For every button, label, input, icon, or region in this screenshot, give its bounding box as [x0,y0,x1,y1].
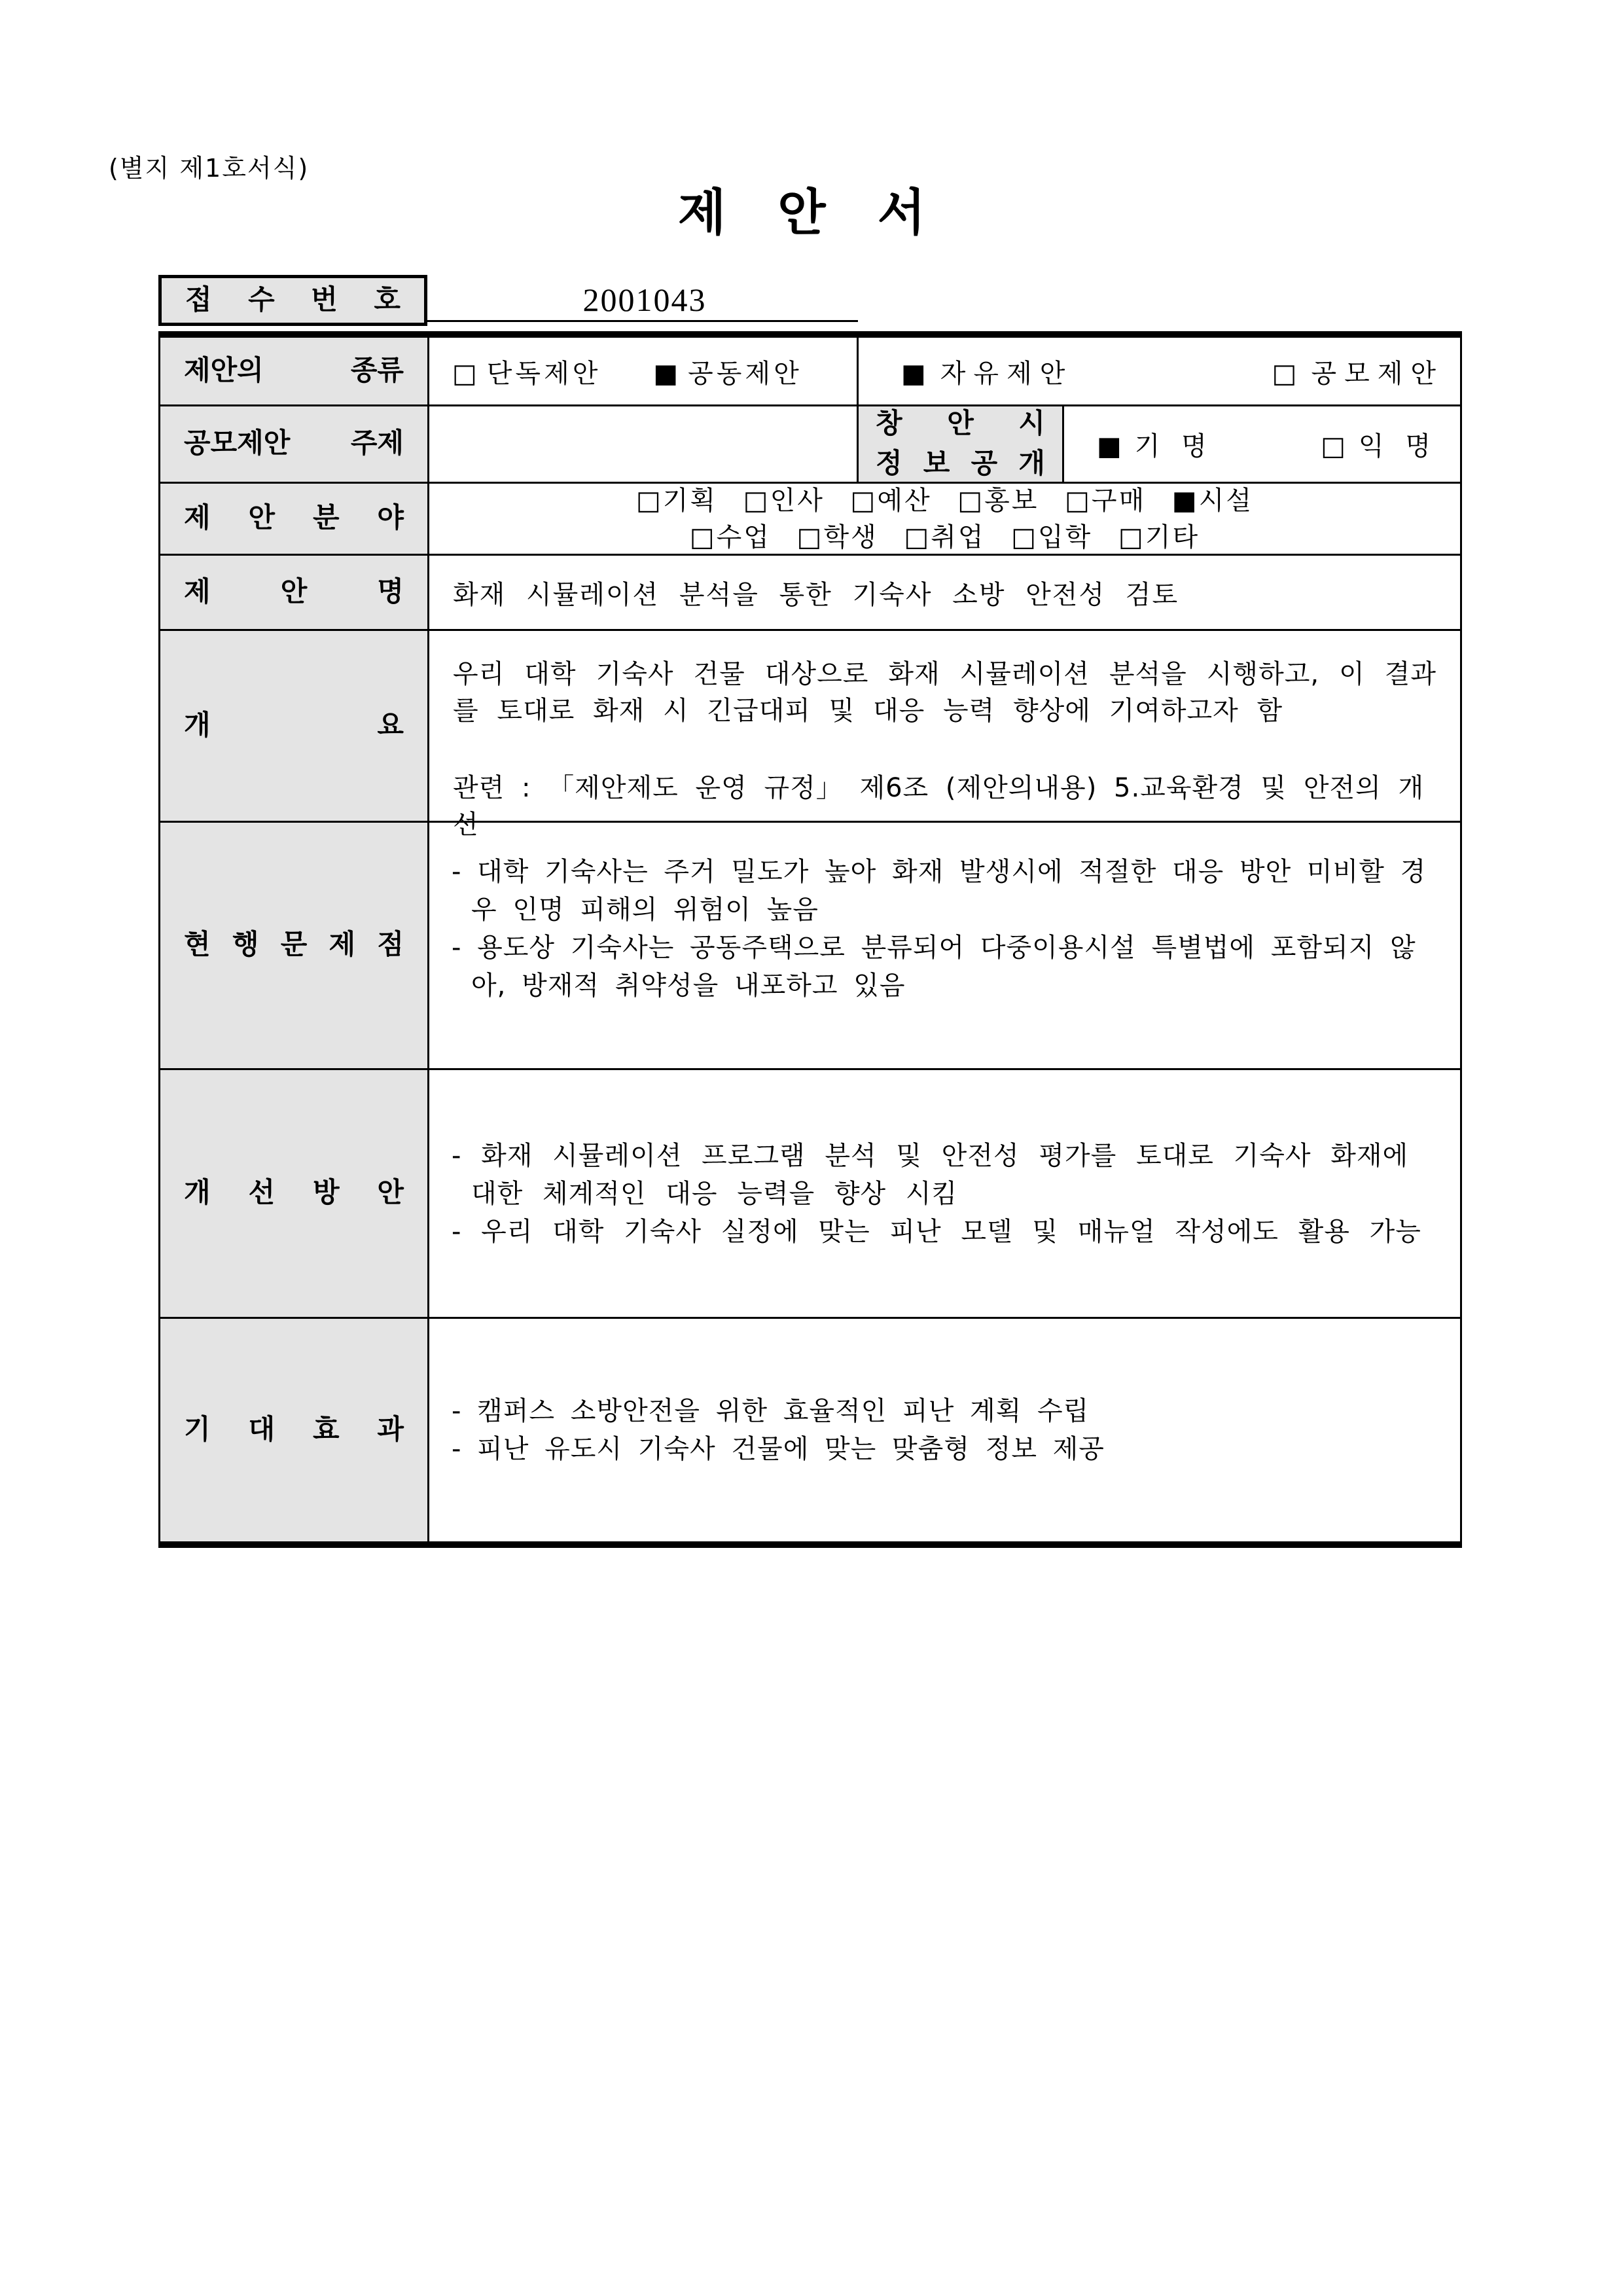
expected-effects-header-cell [160,1319,429,1541]
checkbox-option-anonymous [1321,425,1437,463]
checkbox-option-label: 공모제안 [1311,358,1444,389]
improvement-plan-label: 개 선 방 안 [184,1178,404,1209]
proposal-field-row [160,482,1460,554]
checkbox-option-label: 자유제안 [940,358,1073,389]
proposal-field-options-cell [429,484,1460,554]
contest-subject-value [429,406,859,482]
contest-subject-header-cell [160,406,429,482]
proposal-name-label: 제 안 명 [184,577,404,607]
improvement-plan-content-cell [429,1070,1460,1317]
effect-item: - 캠퍼스 소방안전을 위한 효율적인 피난 계획 수립 [452,1396,1090,1426]
proposal-type-row [160,338,1460,404]
checkbox-unchecked-icon: □ [1272,358,1305,389]
current-problems-row [160,821,1460,1068]
checkbox-checked-icon: ■ [901,358,934,389]
summary-reference: 관련 : 「제안제도 운영 규정」 제6조 (제안의내용) 5.교육환경 및 안전의 개선 [453,773,1425,840]
receipt-number-label: 접 수 번 호 [185,285,401,315]
checkbox-option-named [1097,425,1213,463]
effect-item: - 피난 유도시 기숙사 건물에 맞는 맞춤형 정보 제공 [452,1434,1105,1464]
proposal-field-header-cell [160,484,429,554]
current-problems-label: 현 행 문 제 점 [184,930,404,961]
expected-effects-row [160,1317,1460,1541]
contest-subject-row [160,404,1460,482]
expected-effects-content-cell [429,1319,1460,1541]
disclosure-options-cell [1064,406,1460,482]
checkbox-checked-icon: ■ [1097,431,1128,461]
improvement-item: - 화재 시뮬레이션 프로그램 분석 및 안전성 평가를 토대로 기숙사 화재에 대한 체계적인 대응 능력을 향상 시킴 [452,1140,1409,1209]
summary-row [160,629,1460,840]
proposal-field-label: 제 안 분 야 [184,503,404,534]
proposal-type-group1-cell [429,338,859,404]
proposal-name-header-cell [160,556,429,629]
checkbox-checked-icon: ■ [653,358,682,389]
receipt-number-label-box [158,275,427,326]
page-title: 제 안 서 [677,186,946,241]
proposal-type-group2-cell [859,338,1460,404]
checkbox-option-label: 단독제안 [486,358,601,389]
checkbox-option-solo [452,353,601,390]
checkbox-option-label: 공동제안 [688,358,802,389]
problem-item: - 용도상 기숙사는 공동주택으로 분류되어 다중이용시설 특별법에 포함되지 않아, 방재적 취약성을 내포하고 있음 [452,933,1416,1001]
problem-item: - 대학 기숙사는 주거 밀도가 높아 화재 발생시에 적절한 대응 방안 미비할 경우 인명 피해의 위험이 높음 [452,857,1427,925]
checkbox-option-free [901,353,1073,390]
receipt-number-value: 2001043 [582,281,707,318]
field-options-line2: □수업 □학생 □취업 □입학 □기타 [689,522,1200,552]
checkbox-unchecked-icon: □ [1321,431,1352,461]
summary-content-cell [429,631,1460,840]
disclosure-label-line2: 정 보 공 개 [876,448,1045,479]
checkbox-option-joint [653,353,802,390]
checkbox-option-label: 익 명 [1359,431,1437,461]
receipt-underline [427,320,858,322]
summary-header-cell [160,631,429,821]
disclosure-label-line1: 창 안 시 [876,408,1045,439]
disclosure-header-cell [859,406,1064,482]
checkbox-option-label: 기 명 [1134,431,1213,461]
summary-paragraph: 우리 대학 기숙사 건물 대상으로 화재 시뮬레이션 분석을 시행하고, 이 결과를 토대로 화재 시 긴급대피 및 대응 능력 향상에 기여하고자 함 [453,659,1436,726]
current-problems-header-cell [160,823,429,1068]
checkbox-option-contest [1272,353,1444,390]
proposal-form-table [158,331,1462,1548]
current-problems-content-cell [429,823,1460,1068]
checkbox-unchecked-icon: □ [452,358,480,389]
contest-subject-label: 공모제안 주제 [184,429,404,459]
improvement-plan-header-cell [160,1070,429,1317]
summary-label: 개 요 [184,710,404,741]
form-note: (별지 제1호서식) [109,154,310,183]
improvement-item: - 우리 대학 기숙사 실정에 맞는 피난 모델 및 매뉴얼 작성에도 활용 가능 [452,1216,1421,1247]
proposal-type-label: 제안의 종류 [184,355,404,386]
proposal-type-header-cell [160,338,429,404]
proposal-name-row [160,554,1460,629]
field-options-line1: □기획 □인사 □예산 □홍보 □구매 ■시설 [635,485,1253,516]
proposal-name-value: 화재 시뮬레이션 분석을 통한 기숙사 소방 안전성 검토 [453,579,1179,610]
expected-effects-label: 기 대 효 과 [184,1414,404,1445]
improvement-plan-row [160,1068,1460,1317]
